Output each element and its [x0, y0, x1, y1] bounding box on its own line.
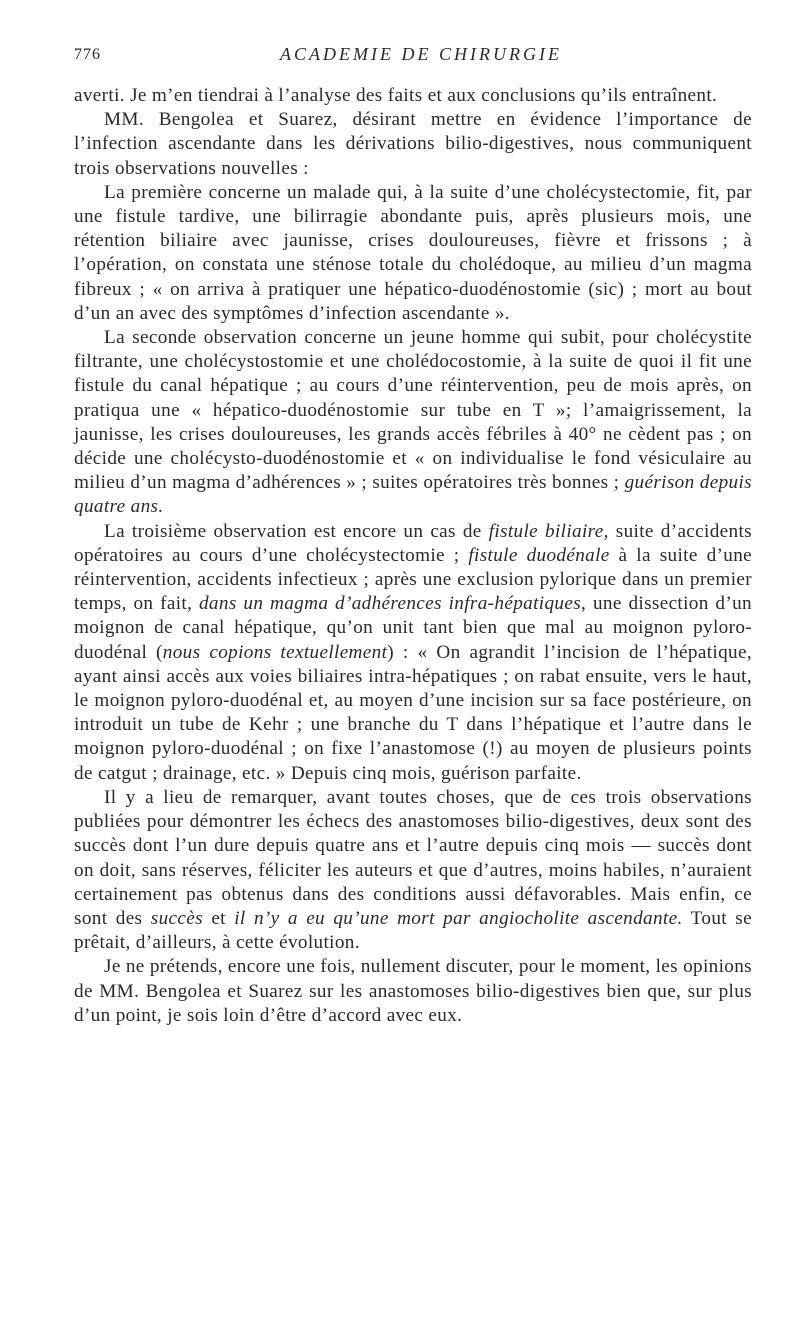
paragraph-7: Je ne prétends, encore une fois, nullement discuter, pour le moment, les opinions de MM. Bengolea et Suarez sur les anastomoses bilio-digestives bien que, sur plus d’un point, je sois loin d’être d’accord avec eux. [74, 956, 752, 1026]
page-header [74, 34, 752, 70]
paragraph-2: MM. Bengolea et Suarez, désirant mettre en évidence l’importance de l’infection ascendante dans les dérivations bilio-digestives, nous communiquent trois observations nouvelles : [74, 109, 752, 179]
paragraph-5-text-i: ) : « On agrandit l’incision de l’hépatique, ayant ainsi accès aux voies biliaires intra-hépatiques ; on rabat ensuite, vers le haut, le moignon pyloro-duodénal et, au moyen d’une incision sur sa face postérieure, on introduit un tube de Kehr ; une branche du T dans l’hépatique et l’autre dans le moignon pyloro-duodénal ; on fixe l’anastomose (!) au moyen de plusieurs points de catgut ; drainage, etc. » Depuis cinq mois, guérison parfaite. [74, 641, 752, 784]
paragraph-6-text-a: Il y a lieu de remarquer, avant toutes choses, que de ces trois observations publiées pour démontrer les échecs des anastomoses bilio-digestives, deux sont des succès dont l’un dure depuis quatre ans et l’autre depuis cinq mois — succès dont on doit, sans réserves, féliciter les auteurs et que d’autres, moins habiles, n’auraient certainement pas obtenus dans des conditions aussi défavorables. Mais enfin, ce sont des [74, 786, 752, 929]
paragraph-5-italic-f: dans un magma d’adhérences infra-hépatiques [198, 593, 582, 615]
paragraph-5-text-g: , une dissection d’un moignon de canal hépatique, qu’on unit tant bien que mal au moignon pyloro-duodénal ( [74, 593, 752, 663]
paragraph-6-italic-b: succès [150, 907, 203, 929]
paragraph-1: averti. Je m’en tiendrai à l’analyse des faits et aux conclusions qu’ils entraînent. [74, 85, 718, 106]
paragraph-5 [74, 520, 752, 786]
paragraph-5-text-e: à la suite d’une réintervention, accidents infectieux ; après une exclusion pylorique dans un premier temps, on fait, [74, 544, 753, 615]
paragraph-6-italic-d: il n’y a eu qu’une mort par angiocholite ascendante. [234, 907, 683, 929]
paragraph-5-text-c: , suite d’accidents opératoires au cours d’une cholécystectomie ; [74, 520, 752, 566]
paragraph-6 [74, 786, 752, 955]
page-number: 776 [74, 46, 101, 63]
paragraph-4 [74, 326, 752, 520]
body-text [74, 84, 752, 1028]
paragraph-5-text-a: La troisième observation est encore un cas de [104, 520, 482, 542]
paragraph-4-italic: guérison depuis quatre ans. [74, 472, 752, 518]
paragraph-4-text: La seconde observation concerne un jeune homme qui subit, pour cholécystite filtrante, une cholécystostomie et une cholédocostomie, à la suite de quoi il fit une fistule du canal hépatique ; au cours d’une réintervention, peu de mois après, on pratiqua une « hépatico-duodénostomie sur tube en T »; l’amaigrissement, la jaunisse, les crises douloureuses, les grands accès fébriles à 40° ne cèdent pas ; on décide une cholécysto-duodénostomie et « on individualise le fond vésiculaire au milieu d’un magma d’adhérences » ; suites opératoires très bonnes ; [74, 327, 752, 494]
paragraph-6-text-e: Tout se prêtait, d’ailleurs, à cette évolution. [74, 907, 752, 954]
paragraph-5-italic-h: nous copions textuellement [162, 641, 388, 663]
paragraph-5-italic-b: fistule biliaire [488, 520, 604, 542]
paragraph-6-text-c: et [211, 907, 226, 929]
paragraph-5-italic-d: fistule duodénale [468, 544, 610, 566]
paragraph-3: La première concerne un malade qui, à la suite d’une cholécystectomie, fit, par une fistule tardive, une bilirragie abondante puis, après plusieurs mois, une rétention biliaire avec jaunisse, crises douloureuses, fièvre et frissons ; à l’opération, on constata une sténose totale du cholédoque, au milieu d’un magma fibreux ; « on arriva à pratiquer une hépatico-duodénostomie (sic) ; mort au bout d’un an avec des symptômes d’infection ascendante ». [74, 181, 752, 324]
document-page [74, 34, 752, 1028]
running-head: ACADEMIE DE CHIRURGIE [280, 44, 562, 64]
